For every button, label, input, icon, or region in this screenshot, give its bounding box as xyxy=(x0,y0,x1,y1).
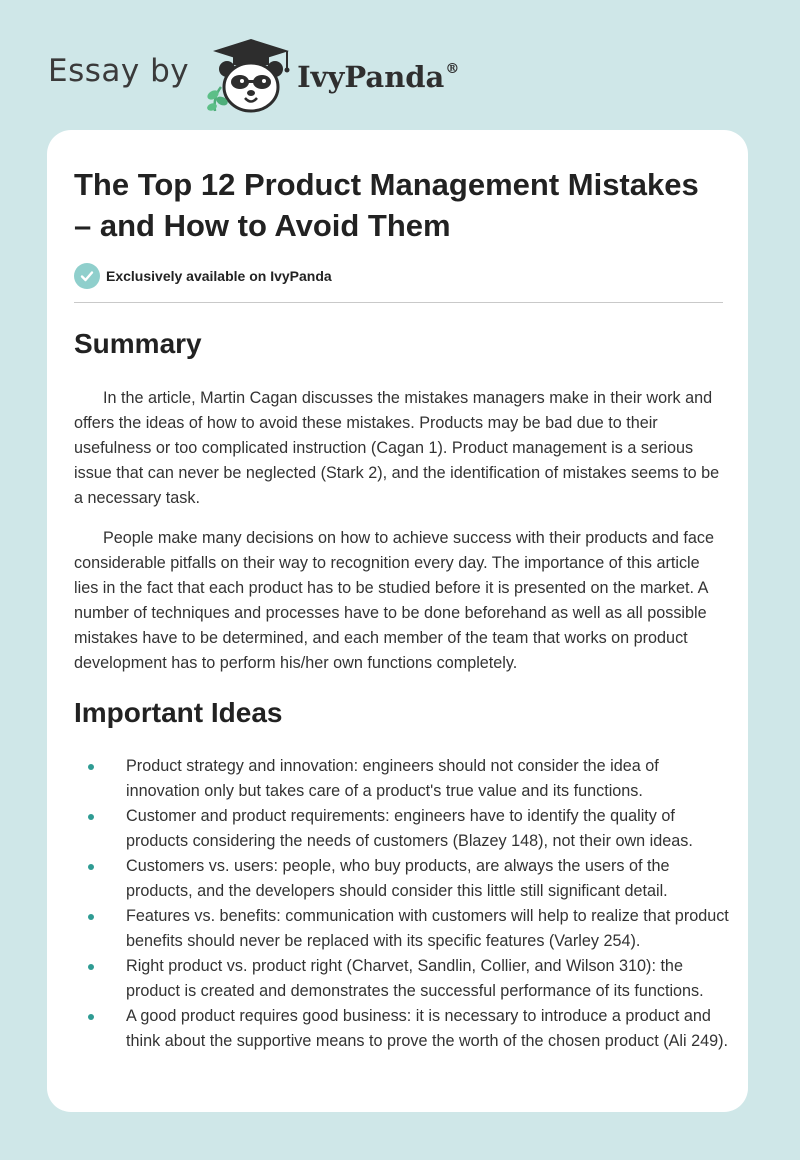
bullet-dot-icon xyxy=(88,764,94,770)
list-item: Right product vs. product right (Charvet, Sandlin, Collier, and Wilson 310): the product is created and demonstrates the successful performance of its functions. xyxy=(74,954,734,1004)
bullet-dot-icon xyxy=(88,914,94,920)
list-item: Features vs. benefits: communication with customers will help to realize that product benefits should never be replaced with its specific features (Varley 254). xyxy=(74,904,734,954)
site-header xyxy=(48,30,459,120)
exclusive-label: Exclusively available on IvyPanda xyxy=(106,268,332,284)
bullet-dot-icon xyxy=(88,964,94,970)
bullet-dot-icon xyxy=(88,1014,94,1020)
registered-mark: ® xyxy=(445,61,460,77)
divider xyxy=(74,302,723,303)
page-title: The Top 12 Product Management Mistakes – and How to Avoid Them xyxy=(74,167,699,243)
list-item: A good product requires good business: it is necessary to introduce a product and think about the supportive means to prove the worth of the chosen product (Ali 249). xyxy=(74,1004,734,1054)
check-circle-icon xyxy=(74,263,100,289)
important-ideas-heading: Important Ideas xyxy=(74,697,283,728)
article-card xyxy=(47,130,748,1112)
list-item: Product strategy and innovation: engineers should not consider the idea of innovation only but takes care of a product's true value and its functions. xyxy=(74,754,734,804)
list-item: Customer and product requirements: engineers have to identify the quality of products considering the needs of customers (Blazey 148), not their own ideas. xyxy=(74,804,734,854)
list-item: Customers vs. users: people, who buy products, are always the users of the products, and the developers should consider this little still significant detail. xyxy=(74,854,734,904)
exclusive-badge xyxy=(74,263,332,289)
summary-paragraph-1: In the article, Martin Cagan discusses the mistakes managers make in their work and offers the ideas of how to avoid these mistakes. Products may be bad due to their usefulness or too complicated instruction (Cagan 1). Product management is a serious issue that can never be neglected (Stark 2), and the identification of mistakes seems to be a necessary task. xyxy=(74,389,720,507)
summary-paragraph-2: People make many decisions on how to achieve success with their products and face considerable pitfalls on their way to recognition every day. The importance of this article lies in the fact that each product has to be studied before it is presented on the market. A number of techniques and processes have to be done beforehand as well as all possible mistakes have to be determined, and each member of the team that works on product development has to perform his/her own functions completely. xyxy=(74,529,714,672)
bullet-dot-icon xyxy=(88,864,94,870)
bullet-dot-icon xyxy=(88,814,94,820)
essay-by-label: Essay by xyxy=(48,53,190,89)
panda-graduate-logo-icon[interactable] xyxy=(203,35,295,115)
summary-heading: Summary xyxy=(74,328,202,359)
ideas-list xyxy=(74,754,734,1054)
brand-name[interactable]: IvyPanda® xyxy=(297,60,460,94)
